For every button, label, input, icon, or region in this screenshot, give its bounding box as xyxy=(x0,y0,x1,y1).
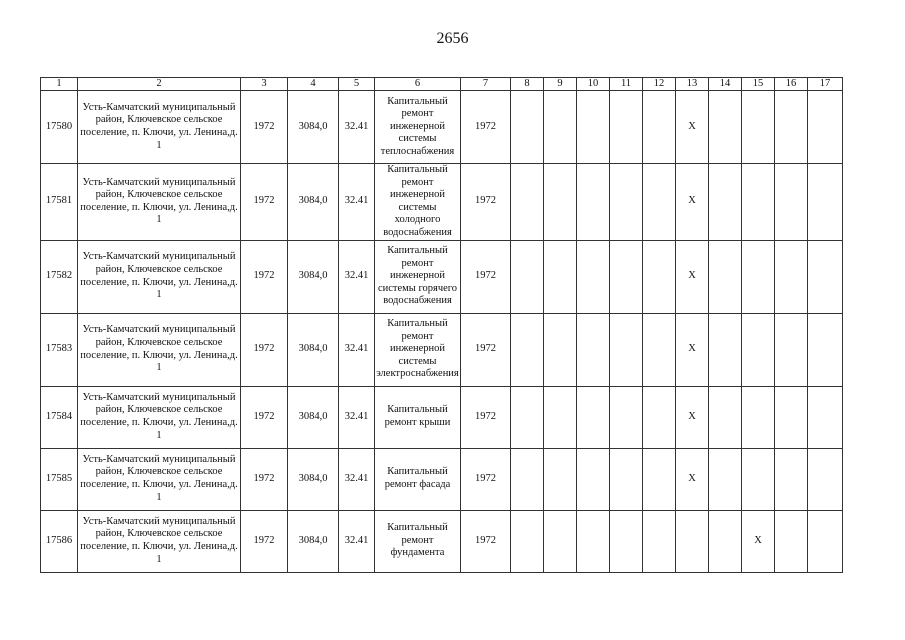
empty-cell xyxy=(643,448,676,510)
empty-cell xyxy=(511,386,544,448)
empty-cell xyxy=(742,164,775,241)
empty-cell xyxy=(775,510,808,572)
empty-cell xyxy=(610,386,643,448)
work-year-cell: 1972 xyxy=(461,448,511,510)
empty-cell xyxy=(709,313,742,386)
empty-cell xyxy=(742,448,775,510)
header-cell: 3 xyxy=(241,78,288,91)
empty-cell xyxy=(808,448,843,510)
header-cell: 17 xyxy=(808,78,843,91)
empty-cell xyxy=(709,448,742,510)
empty-cell xyxy=(709,164,742,241)
empty-cell xyxy=(808,240,843,313)
table-row xyxy=(41,91,843,164)
work-year-cell: 1972 xyxy=(461,164,511,241)
header-cell: 7 xyxy=(461,78,511,91)
row-id-cell: 17582 xyxy=(41,240,78,313)
empty-cell xyxy=(577,240,610,313)
year-cell: 1972 xyxy=(241,164,288,241)
header-row xyxy=(41,78,843,91)
empty-cell xyxy=(544,448,577,510)
work-type-cell: Капитальный ремонт инженерной системы холодного водоснабжения xyxy=(375,164,461,241)
empty-cell xyxy=(775,448,808,510)
work-year-cell: 1972 xyxy=(461,386,511,448)
empty-cell xyxy=(643,313,676,386)
work-type-cell: Капитальный ремонт фасада xyxy=(375,448,461,510)
year-cell: 1972 xyxy=(241,240,288,313)
empty-cell xyxy=(709,91,742,164)
empty-cell xyxy=(577,313,610,386)
address-cell: Усть-Камчатский муниципальный район, Ключевское сельское поселение, п. Ключи, ул. Ленина,д. 1 xyxy=(78,448,241,510)
empty-cell xyxy=(610,448,643,510)
year-cell: 1972 xyxy=(241,91,288,164)
empty-cell xyxy=(643,240,676,313)
row-id-cell: 17580 xyxy=(41,91,78,164)
empty-cell xyxy=(577,448,610,510)
empty-cell xyxy=(643,91,676,164)
header-cell: 4 xyxy=(288,78,339,91)
year-cell: 1972 xyxy=(241,510,288,572)
empty-cell xyxy=(643,164,676,241)
empty-cell xyxy=(577,164,610,241)
empty-cell xyxy=(709,240,742,313)
work-type-cell: Капитальный ремонт инженерной системы электроснабжения xyxy=(375,313,461,386)
mark-cell: X xyxy=(676,91,709,164)
area-cell: 3084,0 xyxy=(288,164,339,241)
row-id-cell: 17584 xyxy=(41,386,78,448)
header-cell: 12 xyxy=(643,78,676,91)
empty-cell xyxy=(775,386,808,448)
empty-cell xyxy=(577,91,610,164)
mark-cell: X xyxy=(676,164,709,241)
address-cell: Усть-Камчатский муниципальный район, Ключевское сельское поселение, п. Ключи, ул. Ленина,д. 1 xyxy=(78,91,241,164)
area-cell: 3084,0 xyxy=(288,91,339,164)
empty-cell xyxy=(808,510,843,572)
empty-cell xyxy=(544,386,577,448)
page-number: 2656 xyxy=(436,30,469,47)
table-body xyxy=(41,91,843,573)
header-cell: 13 xyxy=(676,78,709,91)
empty-cell xyxy=(544,240,577,313)
area-cell: 3084,0 xyxy=(288,386,339,448)
code-cell: 32.41 xyxy=(339,510,375,572)
work-type-cell: Капитальный ремонт фундамента xyxy=(375,510,461,572)
empty-cell xyxy=(511,240,544,313)
empty-cell xyxy=(775,164,808,241)
header-cell: 5 xyxy=(339,78,375,91)
header-cell: 15 xyxy=(742,78,775,91)
empty-cell xyxy=(742,91,775,164)
header-cell: 6 xyxy=(375,78,461,91)
empty-cell xyxy=(511,313,544,386)
table-row xyxy=(41,448,843,510)
header-cell: 9 xyxy=(544,78,577,91)
header-cell: 2 xyxy=(78,78,241,91)
empty-cell xyxy=(709,510,742,572)
header-cell: 10 xyxy=(577,78,610,91)
area-cell: 3084,0 xyxy=(288,510,339,572)
row-id-cell: 17585 xyxy=(41,448,78,510)
empty-cell xyxy=(742,386,775,448)
empty-cell xyxy=(808,91,843,164)
code-cell: 32.41 xyxy=(339,313,375,386)
area-cell: 3084,0 xyxy=(288,240,339,313)
empty-cell xyxy=(775,240,808,313)
header-cell: 8 xyxy=(511,78,544,91)
empty-cell xyxy=(643,386,676,448)
address-cell: Усть-Камчатский муниципальный район, Ключевское сельское поселение, п. Ключи, ул. Ленина,д. 1 xyxy=(78,164,241,241)
address-cell: Усть-Камчатский муниципальный район, Ключевское сельское поселение, п. Ключи, ул. Ленина,д. 1 xyxy=(78,313,241,386)
table-row xyxy=(41,510,843,572)
empty-cell xyxy=(511,91,544,164)
code-cell: 32.41 xyxy=(339,448,375,510)
empty-cell xyxy=(544,313,577,386)
work-year-cell: 1972 xyxy=(461,91,511,164)
work-type-cell: Капитальный ремонт крыши xyxy=(375,386,461,448)
empty-cell xyxy=(544,91,577,164)
empty-cell xyxy=(610,510,643,572)
mark-cell: X xyxy=(676,240,709,313)
table-row xyxy=(41,240,843,313)
work-year-cell: 1972 xyxy=(461,313,511,386)
table-row xyxy=(41,313,843,386)
empty-cell xyxy=(775,91,808,164)
mark-cell: X xyxy=(676,386,709,448)
table-row xyxy=(41,164,843,241)
empty-cell xyxy=(544,510,577,572)
row-id-cell: 17581 xyxy=(41,164,78,241)
code-cell: 32.41 xyxy=(339,240,375,313)
year-cell: 1972 xyxy=(241,313,288,386)
area-cell: 3084,0 xyxy=(288,448,339,510)
code-cell: 32.41 xyxy=(339,386,375,448)
empty-cell xyxy=(610,164,643,241)
header-cell: 1 xyxy=(41,78,78,91)
empty-cell xyxy=(742,240,775,313)
work-year-cell: 1972 xyxy=(461,510,511,572)
work-year-cell: 1972 xyxy=(461,240,511,313)
empty-cell xyxy=(643,510,676,572)
empty-cell xyxy=(511,510,544,572)
year-cell: 1972 xyxy=(241,448,288,510)
area-cell: 3084,0 xyxy=(288,313,339,386)
empty-cell xyxy=(676,510,709,572)
work-type-cell: Капитальный ремонт инженерной системы горячего водоснабжения xyxy=(375,240,461,313)
empty-cell xyxy=(511,164,544,241)
row-id-cell: 17586 xyxy=(41,510,78,572)
empty-cell xyxy=(577,386,610,448)
repair-registry-table xyxy=(40,77,843,573)
empty-cell xyxy=(577,510,610,572)
header-cell: 14 xyxy=(709,78,742,91)
mark-cell: X xyxy=(676,313,709,386)
table-row xyxy=(41,386,843,448)
code-cell: 32.41 xyxy=(339,91,375,164)
work-type-cell: Капитальный ремонт инженерной системы теплоснабжения xyxy=(375,91,461,164)
mark-cell: X xyxy=(742,510,775,572)
empty-cell xyxy=(775,313,808,386)
empty-cell xyxy=(610,240,643,313)
empty-cell xyxy=(610,91,643,164)
address-cell: Усть-Камчатский муниципальный район, Ключевское сельское поселение, п. Ключи, ул. Ленина,д. 1 xyxy=(78,240,241,313)
address-cell: Усть-Камчатский муниципальный район, Ключевское сельское поселение, п. Ключи, ул. Ленина,д. 1 xyxy=(78,510,241,572)
header-cell: 11 xyxy=(610,78,643,91)
header-cell: 16 xyxy=(775,78,808,91)
address-cell: Усть-Камчатский муниципальный район, Ключевское сельское поселение, п. Ключи, ул. Ленина,д. 1 xyxy=(78,386,241,448)
empty-cell xyxy=(742,313,775,386)
row-id-cell: 17583 xyxy=(41,313,78,386)
empty-cell xyxy=(808,164,843,241)
code-cell: 32.41 xyxy=(339,164,375,241)
empty-cell xyxy=(511,448,544,510)
empty-cell xyxy=(544,164,577,241)
empty-cell xyxy=(610,313,643,386)
year-cell: 1972 xyxy=(241,386,288,448)
empty-cell xyxy=(808,386,843,448)
empty-cell xyxy=(709,386,742,448)
mark-cell: X xyxy=(676,448,709,510)
empty-cell xyxy=(808,313,843,386)
